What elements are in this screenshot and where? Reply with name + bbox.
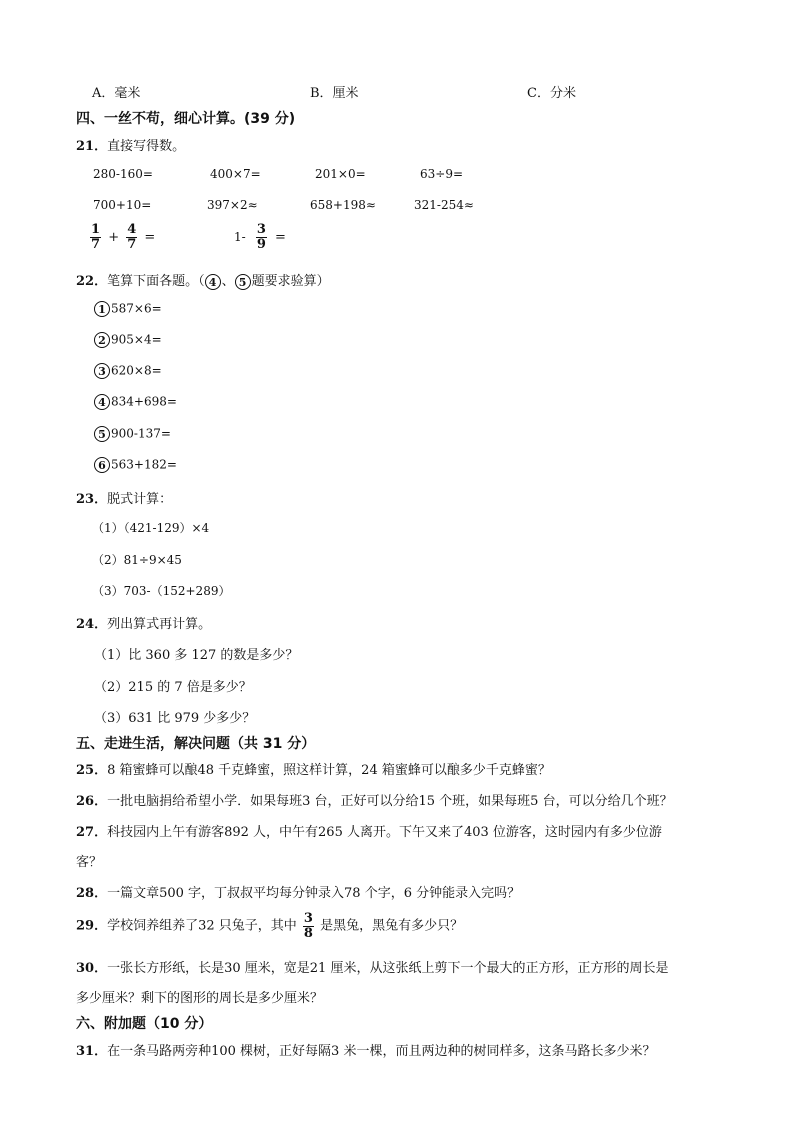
question-24 bbox=[76, 613, 211, 632]
question-31 bbox=[76, 1040, 655, 1059]
question-text: 一张长方形纸，长是30 厘米，宽是21 厘米，从这张纸上剪下一个最大的正方形，正方形的周长是 bbox=[107, 961, 669, 976]
question-text: 直接写得数。 bbox=[107, 139, 186, 154]
question-number: 23． bbox=[76, 492, 108, 507]
q23-item: （3）703-（152+289） bbox=[92, 584, 231, 598]
option-b: B．厘米 bbox=[310, 86, 359, 101]
q21-expr: 321-254≈ bbox=[414, 198, 474, 212]
q22-item bbox=[94, 394, 177, 410]
q22-item bbox=[94, 363, 162, 379]
option-c: C．分米 bbox=[527, 86, 576, 101]
section-6-title: 六、附加题（10 分） bbox=[76, 1016, 213, 1032]
fraction: $\frac{1}{7}$ bbox=[91, 222, 101, 252]
expression: 834+698= bbox=[111, 394, 177, 409]
q22-item bbox=[94, 332, 162, 348]
question-27 bbox=[76, 821, 662, 840]
question-23 bbox=[76, 488, 172, 507]
q21-expr: 400×7= bbox=[210, 167, 261, 181]
question-text: 题要求验算） bbox=[251, 274, 330, 289]
question-text: 科技园内上午有游客892 人，中午有265 人离开。下午又来了403 位游客，这时园内有多少位游 bbox=[107, 825, 662, 840]
question-number: 26． bbox=[76, 794, 108, 809]
q22-item bbox=[94, 457, 177, 473]
expression: 905×4= bbox=[111, 332, 162, 347]
circled-number: 5 bbox=[94, 426, 110, 442]
question-text: 学校饲养组养了32 只兔子，其中 bbox=[107, 918, 297, 934]
fraction: $\frac{3}{8}$ bbox=[303, 911, 313, 941]
question-29 bbox=[76, 912, 463, 940]
equals-sign: = bbox=[275, 229, 286, 245]
question-text: 列出算式再计算。 bbox=[107, 617, 212, 632]
expression: 587×6= bbox=[111, 301, 162, 316]
question-text: 笔算下面各题。（ bbox=[107, 274, 205, 289]
circled-number: 1 bbox=[94, 301, 110, 317]
question-30-continued: 多少厘米？剩下的图形的周长是多少厘米？ bbox=[76, 991, 324, 1006]
question-30 bbox=[76, 957, 668, 976]
question-28 bbox=[76, 882, 520, 901]
circled-number: 3 bbox=[94, 363, 110, 379]
q21-expr: 700+10= bbox=[93, 198, 152, 212]
q21-expr: 201×0= bbox=[315, 167, 366, 181]
fraction: $\frac{4}{7}$ bbox=[127, 222, 137, 252]
one-minus: 1- bbox=[234, 229, 246, 244]
question-text: 一篇文章500 字，丁叔叔平均每分钟录入78 个字，6 分钟能录入完吗？ bbox=[107, 886, 521, 901]
q21-expr: 658+198≈ bbox=[310, 198, 376, 212]
expression: 620×8= bbox=[111, 363, 162, 378]
question-text: 一批电脑捐给希望小学．如果每班3 台，正好可以分给15 个班，如果每班5 台，可以分给几个班？ bbox=[107, 794, 673, 809]
q21-fraction-diff bbox=[234, 223, 286, 251]
question-number: 25． bbox=[76, 763, 108, 778]
question-number: 31． bbox=[76, 1044, 108, 1059]
circled-number: 2 bbox=[94, 332, 110, 348]
q22-item bbox=[94, 301, 162, 317]
question-25 bbox=[76, 759, 551, 778]
question-26 bbox=[76, 790, 673, 809]
plus-sign: + bbox=[108, 229, 120, 245]
section-5-title: 五、走进生活，解决问题（共 31 分） bbox=[76, 736, 316, 752]
question-text: 8 箱蜜蜂可以酿48 千克蜂蜜，照这样计算，24 箱蜜蜂可以酿多少千克蜂蜜？ bbox=[107, 763, 551, 778]
question-22 bbox=[76, 270, 330, 290]
question-number: 22． bbox=[76, 274, 108, 289]
q23-item: （1）（421-129）×4 bbox=[92, 521, 210, 535]
circled-number: 4 bbox=[205, 274, 221, 290]
circled-number: 5 bbox=[235, 274, 251, 290]
question-number: 21． bbox=[76, 139, 108, 154]
question-27-continued: 客？ bbox=[76, 855, 103, 870]
section-4-title: 四、一丝不苟，细心计算。(39 分) bbox=[76, 111, 296, 127]
q21-expr: 280-160= bbox=[93, 167, 153, 181]
question-number: 29． bbox=[76, 918, 108, 934]
q22-item bbox=[94, 426, 171, 442]
question-number: 30． bbox=[76, 961, 108, 976]
expression: 900-137= bbox=[111, 426, 171, 441]
q23-item: （2）81÷9×45 bbox=[92, 553, 182, 567]
circled-number: 6 bbox=[94, 457, 110, 473]
question-number: 27． bbox=[76, 825, 108, 840]
q24-item: （3）631 比 979 少多少？ bbox=[94, 711, 256, 726]
question-21 bbox=[76, 135, 185, 154]
question-number: 24． bbox=[76, 617, 108, 632]
circled-number: 4 bbox=[94, 394, 110, 410]
q21-fraction-sum bbox=[90, 223, 155, 251]
question-text: 是黑兔，黑兔有多少只？ bbox=[320, 918, 464, 934]
q24-item: （1）比 360 多 127 的数是多少？ bbox=[94, 648, 299, 663]
q21-expr: 397×2≈ bbox=[207, 198, 258, 212]
option-a: A．毫米 bbox=[92, 86, 141, 101]
question-number: 28． bbox=[76, 886, 108, 901]
question-text: 在一条马路两旁种100 棵树，正好每隔3 米一棵，而且两边种的树同样多，这条马路长多少米？ bbox=[107, 1044, 656, 1059]
separator: 、 bbox=[221, 274, 235, 289]
fraction: $\frac{3}{9}$ bbox=[256, 222, 266, 252]
q21-expr: 63÷9= bbox=[420, 167, 464, 181]
expression: 563+182= bbox=[111, 457, 177, 472]
question-text: 脱式计算： bbox=[107, 492, 173, 507]
q24-item: （2）215 的 7 倍是多少？ bbox=[94, 680, 252, 695]
equals-sign: = bbox=[144, 229, 156, 245]
